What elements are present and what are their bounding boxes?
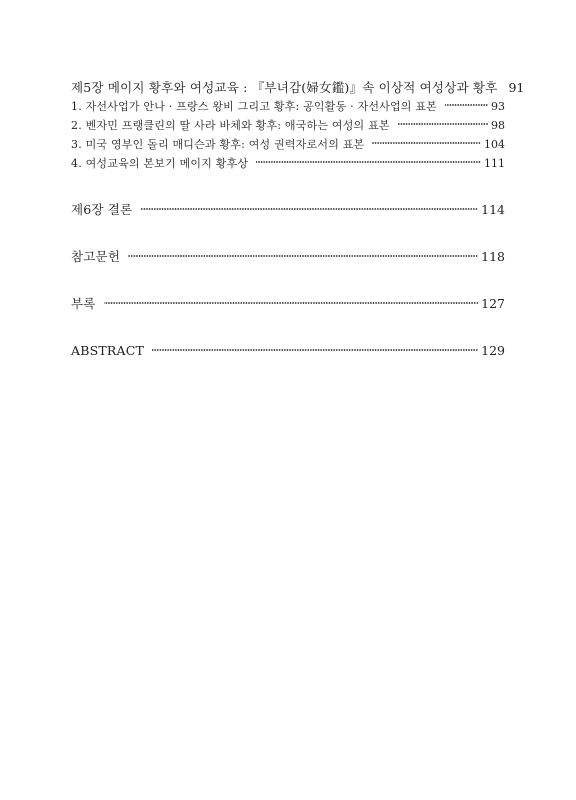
toc-entry-section-5-1[interactable] xyxy=(71,97,505,116)
toc-entry-references[interactable] xyxy=(71,247,505,266)
toc-entry-page: 127 xyxy=(481,296,505,311)
dot-leader xyxy=(152,348,478,352)
toc-entry-title: 4. 여성교육의 본보기 메이지 황후상 xyxy=(71,157,249,170)
toc-entry-title: 2. 벤자민 프랭클린의 딸 사라 바체와 황후: 애국하는 여성의 표본 xyxy=(71,119,390,132)
toc-entry-page: 93 xyxy=(491,100,505,113)
toc-entry-page: 104 xyxy=(484,138,505,151)
dot-leader xyxy=(128,254,478,258)
dot-leader xyxy=(372,141,481,145)
spacer xyxy=(71,173,505,200)
toc-entry-chapter-5[interactable] xyxy=(71,78,525,97)
spacer xyxy=(71,313,505,341)
toc-entry-page: 111 xyxy=(484,157,505,170)
spacer xyxy=(71,219,505,247)
toc-entry-page: 98 xyxy=(491,119,505,132)
toc-entry-title: 제5장 메이지 황후와 여성교육 : 『부녀감(婦女鑑)』속 이상적 여성상과 황후 xyxy=(71,80,498,95)
toc-entry-section-5-3[interactable] xyxy=(71,135,505,154)
toc-entry-title: 부록 xyxy=(71,296,96,311)
dot-leader xyxy=(140,207,478,211)
toc-entry-section-5-4[interactable] xyxy=(71,154,505,173)
dot-leader xyxy=(104,301,479,305)
toc-entry-page: 114 xyxy=(481,202,505,217)
toc-entry-title: 제6장 결론 xyxy=(71,202,133,217)
toc-entry-title: 1. 자선사업가 안나 · 프랑스 왕비 그리고 황후: 공익활동 · 자선사업의 표본 xyxy=(71,100,437,113)
dot-leader xyxy=(445,103,488,107)
dot-leader xyxy=(256,160,481,164)
toc-entry-page: 118 xyxy=(481,249,505,264)
toc-entry-title: 참고문헌 xyxy=(71,249,121,264)
table-of-contents xyxy=(71,78,525,360)
spacer xyxy=(71,266,505,294)
toc-entry-title: 3. 미국 영부인 돌리 매디슨과 황후: 여성 권력자로서의 표본 xyxy=(71,138,365,151)
toc-entry-section-5-2[interactable] xyxy=(71,116,505,135)
toc-entry-abstract[interactable] xyxy=(71,341,505,360)
dot-leader xyxy=(398,122,488,126)
toc-entry-page: 91 xyxy=(508,80,525,95)
toc-entry-appendix[interactable] xyxy=(71,294,505,313)
toc-entry-title: ABSTRACT xyxy=(71,343,145,358)
toc-entry-page: 129 xyxy=(481,343,505,358)
toc-entry-chapter-6[interactable] xyxy=(71,200,505,219)
